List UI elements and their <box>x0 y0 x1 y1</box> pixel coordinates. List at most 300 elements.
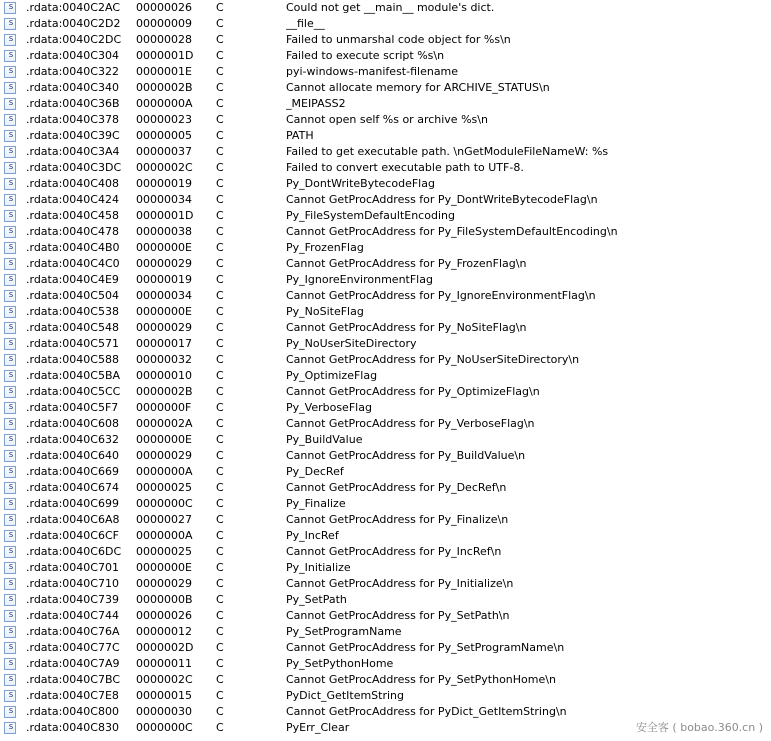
table-row[interactable] <box>0 48 771 64</box>
type-cell: C <box>216 481 224 494</box>
address-cell: .rdata:0040C608 <box>26 417 119 430</box>
length-cell: 00000011 <box>136 657 192 670</box>
table-row[interactable] <box>0 80 771 96</box>
length-cell: 00000030 <box>136 705 192 718</box>
string-icon <box>4 130 16 142</box>
table-row[interactable] <box>0 272 771 288</box>
length-cell: 00000019 <box>136 177 192 190</box>
length-cell: 00000015 <box>136 689 192 702</box>
string-icon <box>4 578 16 590</box>
string-icon <box>4 402 16 414</box>
table-row[interactable] <box>0 560 771 576</box>
type-cell: C <box>216 433 224 446</box>
string-cell: Py_NoSiteFlag <box>286 305 364 318</box>
table-row[interactable] <box>0 640 771 656</box>
string-cell: Cannot GetProcAddress for Py_FrozenFlag\n <box>286 257 527 270</box>
type-cell: C <box>216 129 224 142</box>
string-cell: Cannot GetProcAddress for Py_SetPythonHome\n <box>286 673 556 686</box>
length-cell: 00000028 <box>136 33 192 46</box>
string-icon <box>4 466 16 478</box>
string-icon <box>4 370 16 382</box>
string-icon <box>4 450 16 462</box>
string-icon-cell <box>0 464 26 480</box>
length-cell: 00000026 <box>136 609 192 622</box>
type-cell: C <box>216 609 224 622</box>
table-row[interactable] <box>0 208 771 224</box>
address-cell: .rdata:0040C6A8 <box>26 513 120 526</box>
type-cell: C <box>216 689 224 702</box>
address-cell: .rdata:0040C4B0 <box>26 241 120 254</box>
length-cell: 0000000E <box>136 561 192 574</box>
address-cell: .rdata:0040C36B <box>26 97 120 110</box>
string-icon <box>4 50 16 62</box>
address-cell: .rdata:0040C424 <box>26 193 119 206</box>
string-icon-cell <box>0 272 26 288</box>
address-cell: .rdata:0040C2D2 <box>26 17 121 30</box>
address-cell: .rdata:0040C701 <box>26 561 119 574</box>
string-cell: Cannot GetProcAddress for Py_Initialize\n <box>286 577 514 590</box>
table-row[interactable] <box>0 464 771 480</box>
string-cell: Cannot GetProcAddress for PyDict_GetItemString\n <box>286 705 567 718</box>
string-icon <box>4 306 16 318</box>
string-icon-cell <box>0 256 26 272</box>
address-cell: .rdata:0040C4C0 <box>26 257 120 270</box>
type-cell: C <box>216 545 224 558</box>
length-cell: 0000002B <box>136 81 193 94</box>
address-cell: .rdata:0040C478 <box>26 225 119 238</box>
length-cell: 00000032 <box>136 353 192 366</box>
type-cell: C <box>216 673 224 686</box>
string-icon <box>4 386 16 398</box>
type-cell: C <box>216 385 224 398</box>
address-cell: .rdata:0040C632 <box>26 433 119 446</box>
string-icon-cell <box>0 0 26 16</box>
string-icon-cell <box>0 112 26 128</box>
string-icon <box>4 482 16 494</box>
string-cell: Py_SetProgramName <box>286 625 402 638</box>
table-row[interactable] <box>0 400 771 416</box>
table-row[interactable] <box>0 64 771 80</box>
length-cell: 00000037 <box>136 145 192 158</box>
string-icon-cell <box>0 48 26 64</box>
string-icon-cell <box>0 288 26 304</box>
string-icon <box>4 674 16 686</box>
address-cell: .rdata:0040C458 <box>26 209 119 222</box>
type-cell: C <box>216 225 224 238</box>
table-row[interactable] <box>0 624 771 640</box>
string-cell: PATH <box>286 129 314 142</box>
string-icon-cell <box>0 704 26 720</box>
table-row[interactable] <box>0 304 771 320</box>
table-row[interactable] <box>0 512 771 528</box>
length-cell: 00000025 <box>136 545 192 558</box>
string-cell: Cannot open self %s or archive %s\n <box>286 113 488 126</box>
string-icon-cell <box>0 688 26 704</box>
table-row[interactable] <box>0 496 771 512</box>
type-cell: C <box>216 161 224 174</box>
string-icon-cell <box>0 656 26 672</box>
string-cell: Py_FileSystemDefaultEncoding <box>286 209 455 222</box>
table-row[interactable] <box>0 192 771 208</box>
string-icon-cell <box>0 336 26 352</box>
type-cell: C <box>216 17 224 30</box>
string-cell: Cannot GetProcAddress for Py_VerboseFlag\n <box>286 417 535 430</box>
string-icon-cell <box>0 96 26 112</box>
length-cell: 00000019 <box>136 273 192 286</box>
string-icon <box>4 290 16 302</box>
string-cell: Cannot GetProcAddress for Py_SetProgramName\n <box>286 641 565 654</box>
string-icon <box>4 274 16 286</box>
table-row[interactable] <box>0 688 771 704</box>
length-cell: 00000025 <box>136 481 192 494</box>
type-cell: C <box>216 593 224 606</box>
type-cell: C <box>216 193 224 206</box>
address-cell: .rdata:0040C3DC <box>26 161 122 174</box>
table-row[interactable] <box>0 704 771 720</box>
string-icon-cell <box>0 384 26 400</box>
string-cell: Cannot GetProcAddress for Py_OptimizeFlag\n <box>286 385 540 398</box>
table-row[interactable] <box>0 256 771 272</box>
string-icon-cell <box>0 304 26 320</box>
string-icon-cell <box>0 144 26 160</box>
address-cell: .rdata:0040C77C <box>26 641 120 654</box>
string-cell: Py_DontWriteBytecodeFlag <box>286 177 435 190</box>
length-cell: 0000000E <box>136 433 192 446</box>
length-cell: 0000000E <box>136 241 192 254</box>
type-cell: C <box>216 721 224 734</box>
string-icon-cell <box>0 416 26 432</box>
table-row[interactable] <box>0 528 771 544</box>
string-cell: __file__ <box>286 17 325 30</box>
string-icon-cell <box>0 16 26 32</box>
string-cell: Cannot GetProcAddress for Py_NoSiteFlag\n <box>286 321 527 334</box>
string-icon <box>4 722 16 734</box>
length-cell: 00000038 <box>136 225 192 238</box>
length-cell: 00000026 <box>136 1 192 14</box>
table-row[interactable] <box>0 576 771 592</box>
string-icon <box>4 146 16 158</box>
type-cell: C <box>216 529 224 542</box>
length-cell: 00000029 <box>136 321 192 334</box>
type-cell: C <box>216 577 224 590</box>
type-cell: C <box>216 257 224 270</box>
string-cell: Failed to execute script %s\n <box>286 49 445 62</box>
length-cell: 0000000E <box>136 305 192 318</box>
string-icon-cell <box>0 496 26 512</box>
string-icon <box>4 546 16 558</box>
type-cell: C <box>216 337 224 350</box>
string-icon-cell <box>0 64 26 80</box>
string-icon-cell <box>0 208 26 224</box>
type-cell: C <box>216 625 224 638</box>
length-cell: 0000001D <box>136 209 194 222</box>
string-icon <box>4 162 16 174</box>
address-cell: .rdata:0040C3A4 <box>26 145 120 158</box>
length-cell: 0000000B <box>136 593 193 606</box>
string-icon <box>4 498 16 510</box>
string-icon <box>4 530 16 542</box>
string-icon-cell <box>0 624 26 640</box>
string-icon <box>4 258 16 270</box>
string-icon <box>4 34 16 46</box>
string-cell: Py_NoUserSiteDirectory <box>286 337 417 350</box>
length-cell: 00000010 <box>136 369 192 382</box>
table-row[interactable] <box>0 384 771 400</box>
table-row[interactable] <box>0 480 771 496</box>
table-row[interactable] <box>0 16 771 32</box>
type-cell: C <box>216 641 224 654</box>
string-icon-cell <box>0 608 26 624</box>
address-cell: .rdata:0040C304 <box>26 49 119 62</box>
length-cell: 0000002C <box>136 161 193 174</box>
string-icon-cell <box>0 480 26 496</box>
string-cell: Failed to unmarshal code object for %s\n <box>286 33 511 46</box>
table-row[interactable] <box>0 656 771 672</box>
address-cell: .rdata:0040C2DC <box>26 33 122 46</box>
string-cell: Cannot GetProcAddress for Py_IncRef\n <box>286 545 502 558</box>
table-row[interactable] <box>0 336 771 352</box>
table-row[interactable] <box>0 0 771 16</box>
string-cell: Py_FrozenFlag <box>286 241 364 254</box>
type-cell: C <box>216 353 224 366</box>
string-cell: PyErr_Clear <box>286 721 350 734</box>
string-icon-cell <box>0 672 26 688</box>
address-cell: .rdata:0040C76A <box>26 625 120 638</box>
type-cell: C <box>216 1 224 14</box>
address-cell: .rdata:0040C588 <box>26 353 119 366</box>
length-cell: 0000000A <box>136 529 193 542</box>
type-cell: C <box>216 657 224 670</box>
string-icon-cell <box>0 160 26 176</box>
table-row[interactable] <box>0 144 771 160</box>
string-icon <box>4 642 16 654</box>
string-cell: Failed to convert executable path to UTF-8. <box>286 161 524 174</box>
table-row[interactable] <box>0 448 771 464</box>
table-row[interactable] <box>0 416 771 432</box>
string-icon <box>4 194 16 206</box>
string-icon <box>4 626 16 638</box>
address-cell: .rdata:0040C830 <box>26 721 119 734</box>
string-cell: Py_Initialize <box>286 561 351 574</box>
string-cell: Cannot allocate memory for ARCHIVE_STATUS\n <box>286 81 550 94</box>
table-row[interactable] <box>0 368 771 384</box>
length-cell: 0000002C <box>136 673 193 686</box>
string-icon <box>4 242 16 254</box>
length-cell: 0000002A <box>136 417 193 430</box>
string-icon <box>4 514 16 526</box>
length-cell: 0000001D <box>136 49 194 62</box>
string-icon <box>4 98 16 110</box>
string-icon <box>4 354 16 366</box>
address-cell: .rdata:0040C744 <box>26 609 119 622</box>
table-row[interactable] <box>0 128 771 144</box>
type-cell: C <box>216 321 224 334</box>
length-cell: 0000000A <box>136 465 193 478</box>
address-cell: .rdata:0040C800 <box>26 705 119 718</box>
address-cell: .rdata:0040C4E9 <box>26 273 119 286</box>
table-row[interactable] <box>0 224 771 240</box>
string-icon <box>4 178 16 190</box>
type-cell: C <box>216 369 224 382</box>
string-icon <box>4 2 16 14</box>
string-icon <box>4 114 16 126</box>
string-cell: Failed to get executable path. \nGetModuleFileNameW: %s <box>286 145 609 158</box>
string-icon <box>4 706 16 718</box>
table-row[interactable] <box>0 672 771 688</box>
address-cell: .rdata:0040C739 <box>26 593 119 606</box>
length-cell: 0000000C <box>136 721 193 734</box>
table-row[interactable] <box>0 176 771 192</box>
address-cell: .rdata:0040C538 <box>26 305 119 318</box>
address-cell: .rdata:0040C39C <box>26 129 120 142</box>
string-icon-cell <box>0 720 26 736</box>
string-cell: Py_BuildValue <box>286 433 363 446</box>
address-cell: .rdata:0040C640 <box>26 449 119 462</box>
length-cell: 00000023 <box>136 113 192 126</box>
string-cell: Py_SetPythonHome <box>286 657 394 670</box>
string-icon-cell <box>0 192 26 208</box>
address-cell: .rdata:0040C7BC <box>26 673 121 686</box>
type-cell: C <box>216 513 224 526</box>
string-cell: Cannot GetProcAddress for Py_NoUserSiteDirectory\n <box>286 353 580 366</box>
string-cell: Could not get __main__ module's dict. <box>286 1 495 14</box>
type-cell: C <box>216 705 224 718</box>
watermark: 安全客 ( bobao.360.cn ) <box>635 721 763 734</box>
string-icon-cell <box>0 224 26 240</box>
table-row[interactable] <box>0 432 771 448</box>
length-cell: 00000034 <box>136 289 192 302</box>
address-cell: .rdata:0040C6DC <box>26 545 122 558</box>
string-icon-cell <box>0 432 26 448</box>
type-cell: C <box>216 145 224 158</box>
string-icon-cell <box>0 544 26 560</box>
string-cell: Py_SetPath <box>286 593 347 606</box>
address-cell: .rdata:0040C408 <box>26 177 119 190</box>
string-cell: Cannot GetProcAddress for Py_FileSystemDefaultEncoding\n <box>286 225 618 238</box>
type-cell: C <box>216 177 224 190</box>
string-icon <box>4 66 16 78</box>
string-icon <box>4 338 16 350</box>
length-cell: 0000001E <box>136 65 192 78</box>
length-cell: 00000017 <box>136 337 192 350</box>
type-cell: C <box>216 65 224 78</box>
type-cell: C <box>216 49 224 62</box>
table-row[interactable] <box>0 608 771 624</box>
table-row[interactable] <box>0 544 771 560</box>
type-cell: C <box>216 241 224 254</box>
string-icon-cell <box>0 560 26 576</box>
address-cell: .rdata:0040C2AC <box>26 1 120 14</box>
string-icon <box>4 18 16 30</box>
type-cell: C <box>216 97 224 110</box>
string-icon-cell <box>0 128 26 144</box>
string-cell: Py_DecRef <box>286 465 344 478</box>
string-icon-cell <box>0 352 26 368</box>
string-icon-cell <box>0 240 26 256</box>
string-icon <box>4 658 16 670</box>
table-row[interactable] <box>0 592 771 608</box>
string-icon <box>4 562 16 574</box>
length-cell: 0000002B <box>136 385 193 398</box>
address-cell: .rdata:0040C5F7 <box>26 401 119 414</box>
string-cell: PyDict_GetItemString <box>286 689 405 702</box>
length-cell: 0000000C <box>136 497 193 510</box>
string-icon-cell <box>0 448 26 464</box>
string-cell: Cannot GetProcAddress for Py_IgnoreEnvironmentFlag\n <box>286 289 596 302</box>
length-cell: 00000029 <box>136 449 192 462</box>
address-cell: .rdata:0040C504 <box>26 289 119 302</box>
string-cell: Py_VerboseFlag <box>286 401 372 414</box>
type-cell: C <box>216 209 224 222</box>
length-cell: 00000027 <box>136 513 192 526</box>
length-cell: 0000000A <box>136 97 193 110</box>
type-cell: C <box>216 289 224 302</box>
table-row[interactable] <box>0 320 771 336</box>
table-row[interactable] <box>0 32 771 48</box>
string-cell: pyi-windows-manifest-filename <box>286 65 459 78</box>
address-cell: .rdata:0040C7E8 <box>26 689 119 702</box>
table-row[interactable] <box>0 240 771 256</box>
table-row[interactable] <box>0 96 771 112</box>
address-cell: .rdata:0040C322 <box>26 65 119 78</box>
type-cell: C <box>216 81 224 94</box>
length-cell: 0000000F <box>136 401 192 414</box>
type-cell: C <box>216 273 224 286</box>
address-cell: .rdata:0040C674 <box>26 481 119 494</box>
address-cell: .rdata:0040C340 <box>26 81 119 94</box>
address-cell: .rdata:0040C710 <box>26 577 119 590</box>
table-row[interactable] <box>0 352 771 368</box>
type-cell: C <box>216 417 224 430</box>
address-cell: .rdata:0040C5CC <box>26 385 121 398</box>
string-cell: Cannot GetProcAddress for Py_BuildValue\n <box>286 449 526 462</box>
string-icon <box>4 690 16 702</box>
length-cell: 00000029 <box>136 577 192 590</box>
string-icon-cell <box>0 512 26 528</box>
string-icon <box>4 434 16 446</box>
type-cell: C <box>216 497 224 510</box>
length-cell: 00000012 <box>136 625 192 638</box>
table-row[interactable] <box>0 112 771 128</box>
string-icon-cell <box>0 576 26 592</box>
string-cell: Cannot GetProcAddress for Py_DontWriteBytecodeFlag\n <box>286 193 598 206</box>
string-icon-cell <box>0 528 26 544</box>
string-icon <box>4 226 16 238</box>
length-cell: 00000034 <box>136 193 192 206</box>
string-cell: Py_IgnoreEnvironmentFlag <box>286 273 433 286</box>
length-cell: 00000009 <box>136 17 192 30</box>
string-icon-cell <box>0 176 26 192</box>
string-icon-cell <box>0 320 26 336</box>
table-row[interactable] <box>0 160 771 176</box>
type-cell: C <box>216 33 224 46</box>
string-icon-cell <box>0 400 26 416</box>
string-cell: Cannot GetProcAddress for Py_DecRef\n <box>286 481 507 494</box>
length-cell: 0000002D <box>136 641 194 654</box>
string-icon-cell <box>0 640 26 656</box>
string-icon-cell <box>0 80 26 96</box>
string-icon-cell <box>0 368 26 384</box>
string-icon <box>4 210 16 222</box>
address-cell: .rdata:0040C378 <box>26 113 119 126</box>
table-row[interactable] <box>0 288 771 304</box>
string-icon-cell <box>0 592 26 608</box>
type-cell: C <box>216 465 224 478</box>
type-cell: C <box>216 449 224 462</box>
string-cell: _MEIPASS2 <box>286 97 346 110</box>
address-cell: .rdata:0040C571 <box>26 337 119 350</box>
type-cell: C <box>216 113 224 126</box>
